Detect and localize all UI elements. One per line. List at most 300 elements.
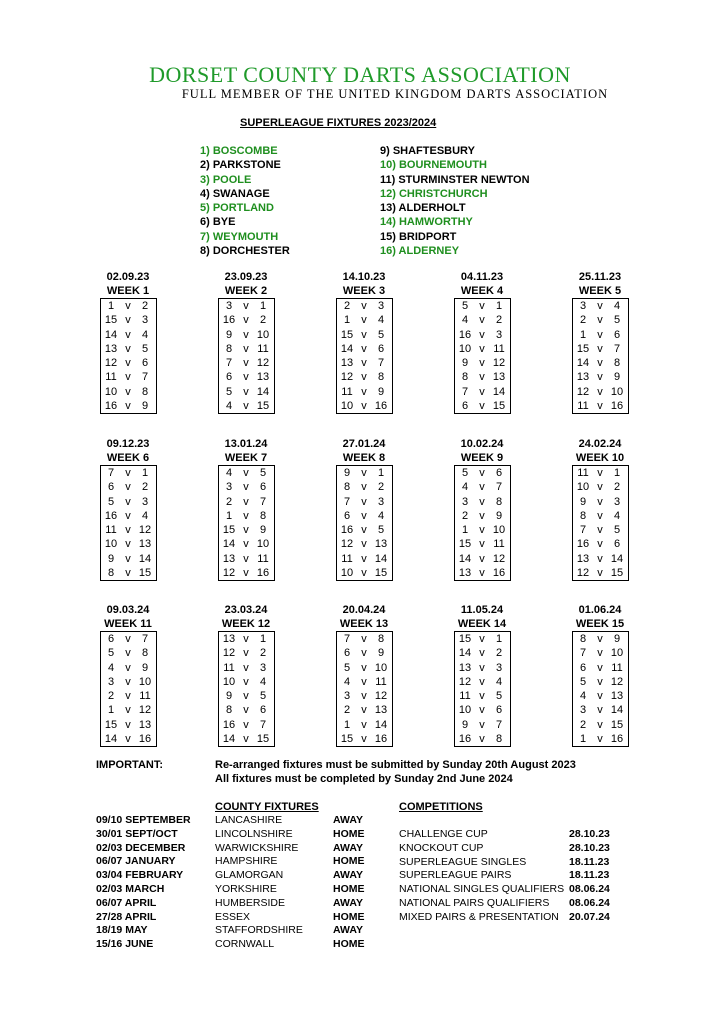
county-venue: AWAY [333,896,363,909]
versus-marker: v [479,342,485,355]
versus-marker: v [243,538,249,551]
versus-marker: v [479,524,485,537]
fixture-row [573,328,628,342]
versus-marker: v [479,567,485,580]
home-team-number: 9 [107,552,115,565]
fixture-row [573,718,628,732]
fixture-row [101,313,156,327]
county-venue: AWAY [333,869,363,882]
home-team-number: 12 [340,371,354,384]
away-team-number: 4 [495,675,503,688]
fixture-row [219,675,274,689]
county-fixture-date: 30/01 SEPT/OCT [96,827,178,840]
home-team-number: 4 [579,690,587,703]
away-team-number: 4 [377,509,385,522]
county-venue: HOME [333,910,365,923]
county-fixture-row [96,924,376,938]
versus-marker: v [597,733,603,746]
versus-marker: v [125,357,131,370]
fixture-row [337,399,392,413]
versus-marker: v [479,314,485,327]
away-team-number: 2 [495,314,503,327]
fixture-row [337,480,392,494]
away-team-number: 4 [613,300,621,312]
away-team-number: 12 [138,704,152,717]
versus-marker: v [361,357,367,370]
versus-marker: v [479,328,485,341]
week-label: WEEK 4 [460,285,504,297]
away-team-number: 10 [256,328,270,341]
home-team-number: 8 [343,481,351,494]
competition-name: KNOCKOUT CUP [399,841,484,854]
away-team-number: 1 [495,633,503,645]
away-team-number: 14 [610,704,624,717]
away-team-number: 4 [141,328,149,341]
home-team-number: 14 [576,357,590,370]
away-team-number: 3 [495,661,503,674]
home-team-number: 16 [104,400,118,413]
away-team-number: 1 [613,467,621,479]
versus-marker: v [361,481,367,494]
away-team-number: 8 [377,371,385,384]
away-team-number: 3 [377,495,385,508]
away-team-number: 6 [377,342,385,355]
fixture-row [573,537,628,551]
away-team-number: 16 [138,733,152,746]
county-fixture-date: 02/03 DECEMBER [96,841,186,854]
versus-marker: v [361,467,367,479]
away-team-number: 8 [495,733,503,746]
home-team-number: 1 [343,718,351,731]
versus-marker: v [125,690,131,703]
home-team-number: 16 [104,509,118,522]
away-team-number: 13 [138,538,152,551]
versus-marker: v [243,314,249,327]
home-team-number: 14 [222,733,236,746]
home-team-number: 5 [343,661,351,674]
home-team-number: 15 [340,328,354,341]
away-team-number: 11 [493,538,505,551]
home-team-number: 11 [577,400,589,413]
home-team-number: 9 [579,495,587,508]
home-team-number: 6 [225,371,233,384]
away-team-number: 1 [495,300,503,312]
home-team-number: 1 [107,300,115,312]
versus-marker: v [361,385,367,398]
versus-marker: v [125,704,131,717]
team-item: 1) BOSCOMBE [200,145,278,157]
fixture-row [455,299,510,313]
away-team-number: 10 [492,524,506,537]
away-team-number: 16 [610,400,624,413]
away-team-number: 14 [138,552,152,565]
away-team-number: 14 [256,385,270,398]
away-team-number: 9 [377,647,385,660]
county-fixture-date: 02/03 MARCH [96,882,165,895]
fixture-row [101,342,156,356]
fixture-box [218,631,275,747]
home-team-number: 4 [107,661,115,674]
home-team-number: 2 [343,704,351,717]
week-label: WEEK 12 [221,618,271,630]
away-team-number: 11 [611,661,623,674]
versus-marker: v [479,704,485,717]
versus-marker: v [361,675,367,688]
versus-marker: v [479,675,485,688]
home-team-number: 7 [343,495,351,508]
away-team-number: 13 [138,718,152,731]
away-team-number: 10 [610,647,624,660]
away-team-number: 10 [374,661,388,674]
versus-marker: v [597,495,603,508]
away-team-number: 2 [377,481,385,494]
away-team-number: 9 [141,400,149,413]
county-fixture-row [96,855,376,869]
away-team-number: 4 [259,675,267,688]
home-team-number: 11 [459,690,471,703]
versus-marker: v [479,690,485,703]
versus-marker: v [125,661,131,674]
away-team-number: 7 [495,718,503,731]
week-block [314,270,414,414]
fixture-box [218,465,275,581]
week-date: 11.05.24 [460,604,504,616]
home-team-number: 11 [105,371,117,384]
county-fixture-date: 06/07 JANUARY [96,855,176,868]
fixture-row [337,342,392,356]
competition-date: 08.06.24 [569,896,610,909]
fixture-row [455,523,510,537]
week-block [432,270,532,414]
versus-marker: v [125,495,131,508]
home-team-number: 1 [579,328,587,341]
fixture-row [455,566,510,580]
home-team-number: 16 [458,328,472,341]
competition-date: 18.11.23 [569,855,610,868]
home-team-number: 6 [579,661,587,674]
home-team-number: 2 [579,718,587,731]
important-line-2: All fixtures must be completed by Sunday 2nd June 2024 [215,773,513,785]
fixture-row [455,718,510,732]
fixture-row [219,370,274,384]
versus-marker: v [361,495,367,508]
county-fixture-row [96,897,376,911]
county-venue: AWAY [333,924,363,937]
fixture-row [455,399,510,413]
home-team-number: 3 [461,495,469,508]
away-team-number: 11 [493,342,505,355]
fixture-box [572,631,629,747]
competition-date: 28.10.23 [569,828,610,840]
fixture-row [573,675,628,689]
fixture-row [219,632,274,646]
versus-marker: v [597,538,603,551]
versus-marker: v [125,509,131,522]
home-team-number: 12 [576,567,590,580]
fixture-row [455,675,510,689]
away-team-number: 15 [610,567,624,580]
county-fixtures-heading: COUNTY FIXTURES [215,801,319,813]
away-team-number: 6 [495,704,503,717]
home-team-number: 11 [105,524,117,537]
fixture-row [101,661,156,675]
away-team-number: 14 [610,552,624,565]
fixture-row [337,732,392,746]
fixture-box [336,298,393,414]
team-item: 3) POOLE [200,173,252,186]
home-team-number: 8 [225,704,233,717]
week-label: WEEK 11 [104,618,152,630]
home-team-number: 2 [579,314,587,327]
county-fixture-date: 06/07 APRIL [96,896,157,909]
team-item: 4) SWANAGE [200,187,270,200]
competition-date: 28.10.23 [569,841,610,854]
versus-marker: v [361,314,367,327]
home-team-number: 5 [225,385,233,398]
fixture-box [100,465,157,581]
home-team-number: 3 [579,300,587,312]
away-team-number: 10 [138,675,152,688]
fixture-row [101,370,156,384]
versus-marker: v [479,357,485,370]
fixture-row [455,646,510,660]
away-team-number: 9 [613,633,621,645]
away-team-number: 3 [141,314,149,327]
fixture-row [219,466,274,480]
week-block [196,603,296,747]
competition-row [399,869,614,883]
home-team-number: 7 [579,647,587,660]
home-team-number: 4 [225,467,233,479]
away-team-number: 15 [610,718,624,731]
versus-marker: v [125,647,131,660]
week-label: WEEK 6 [106,452,150,464]
versus-marker: v [125,481,131,494]
home-team-number: 5 [461,300,469,312]
fixture-row [455,370,510,384]
week-block [78,603,178,747]
fixture-row [455,480,510,494]
county-fixture-row [96,842,376,856]
fixture-box [336,631,393,747]
home-team-number: 9 [225,690,233,703]
fixture-row [337,466,392,480]
fixture-box [454,465,511,581]
home-team-number: 11 [223,661,235,674]
away-team-number: 16 [256,567,270,580]
home-team-number: 13 [222,552,236,565]
county-fixture-date: 18/19 MAY [96,924,148,937]
home-team-number: 6 [343,647,351,660]
week-block [196,437,296,581]
away-team-number: 14 [374,552,388,565]
home-team-number: 3 [225,481,233,494]
home-team-number: 8 [225,342,233,355]
versus-marker: v [479,481,485,494]
away-team-number: 16 [374,400,388,413]
home-team-number: 6 [343,509,351,522]
versus-marker: v [243,524,249,537]
versus-marker: v [479,467,485,479]
versus-marker: v [243,690,249,703]
versus-marker: v [125,718,131,731]
versus-marker: v [125,385,131,398]
week-label: WEEK 2 [224,285,268,297]
fixture-row [101,718,156,732]
versus-marker: v [479,538,485,551]
fixture-row [101,466,156,480]
fixture-row [219,399,274,413]
fixture-row [573,509,628,523]
week-block [314,437,414,581]
home-team-number: 11 [341,385,353,398]
team-item: 16) ALDERNEY [380,245,460,258]
home-team-number: 9 [461,718,469,731]
fixture-row [573,313,628,327]
week-label: WEEK 10 [575,452,625,464]
fixture-row [219,356,274,370]
versus-marker: v [597,675,603,688]
fixture-row [337,370,392,384]
home-team-number: 15 [340,733,354,746]
week-date: 25.11.23 [578,271,622,283]
fixture-row [573,703,628,717]
competitions-heading: COMPETITIONS [399,801,483,813]
away-team-number: 8 [377,633,385,645]
versus-marker: v [243,704,249,717]
away-team-number: 6 [259,704,267,717]
home-team-number: 13 [576,552,590,565]
home-team-number: 8 [107,567,115,580]
home-team-number: 2 [461,509,469,522]
week-date: 01.06.24 [578,604,622,616]
versus-marker: v [243,481,249,494]
county-fixture-date: 27/28 APRIL [96,910,157,923]
away-team-number: 7 [141,633,149,645]
fixture-row [219,299,274,313]
week-block [78,270,178,414]
versus-marker: v [243,371,249,384]
fixture-row [219,732,274,746]
fixture-row [101,632,156,646]
versus-marker: v [597,328,603,341]
versus-marker: v [125,342,131,355]
versus-marker: v [361,690,367,703]
fixture-row [573,385,628,399]
home-team-number: 9 [461,357,469,370]
team-item: 5) PORTLAND [200,202,274,215]
team-item: 7) WEYMOUTH [200,230,279,243]
away-team-number: 12 [492,357,506,370]
fixture-row [337,661,392,675]
fixture-row [219,718,274,732]
versus-marker: v [243,328,249,341]
county-opponent: HUMBERSIDE [215,896,286,909]
fixture-row [455,552,510,566]
fixture-row [101,328,156,342]
fixture-row [337,675,392,689]
week-block [78,437,178,581]
home-team-number: 14 [458,552,472,565]
versus-marker: v [597,357,603,370]
county-fixture-row [96,938,376,952]
fixture-row [101,689,156,703]
home-team-number: 16 [222,314,236,327]
fixture-row [219,509,274,523]
away-team-number: 11 [375,675,387,688]
fixture-row [573,552,628,566]
versus-marker: v [479,371,485,384]
fixture-row [101,385,156,399]
versus-marker: v [125,328,131,341]
home-team-number: 12 [222,647,236,660]
week-block [550,437,650,581]
fixture-row [455,632,510,646]
team-item: 10) BOURNEMOUTH [380,159,487,172]
fixture-row [337,385,392,399]
versus-marker: v [125,567,131,580]
versus-marker: v [361,661,367,674]
versus-marker: v [243,647,249,660]
team-list-right [380,144,530,258]
away-team-number: 4 [613,509,621,522]
week-label: WEEK 7 [224,452,268,464]
versus-marker: v [243,467,249,479]
away-team-number: 15 [256,733,270,746]
home-team-number: 2 [107,690,115,703]
versus-marker: v [361,328,367,341]
week-date: 24.02.24 [578,438,622,450]
away-team-number: 7 [259,495,267,508]
fixture-row [337,495,392,509]
fixture-row [573,732,628,746]
fixture-row [101,523,156,537]
week-date: 23.03.24 [224,604,268,616]
competition-name: NATIONAL SINGLES QUALIFIERS [399,883,565,896]
versus-marker: v [597,342,603,355]
competition-row [399,883,614,897]
week-date: 27.01.24 [342,438,386,450]
away-team-number: 15 [374,567,388,580]
fixture-row [337,509,392,523]
away-team-number: 11 [139,690,151,703]
home-team-number: 16 [340,524,354,537]
home-team-number: 10 [104,538,118,551]
away-team-number: 3 [259,661,267,674]
away-team-number: 2 [613,481,621,494]
away-team-number: 8 [613,357,621,370]
fixture-row [101,552,156,566]
home-team-number: 15 [104,314,118,327]
home-team-number: 14 [222,538,236,551]
away-team-number: 16 [374,733,388,746]
fixture-row [573,299,628,313]
versus-marker: v [361,552,367,565]
fixture-row [337,718,392,732]
fixture-box [100,298,157,414]
fixture-row [101,566,156,580]
fixture-row [573,523,628,537]
away-team-number: 8 [141,647,149,660]
county-opponent: ESSEX [215,910,251,923]
fixture-row [219,661,274,675]
away-team-number: 13 [374,538,388,551]
home-team-number: 14 [104,733,118,746]
county-venue: AWAY [333,814,363,826]
away-team-number: 12 [374,690,388,703]
versus-marker: v [479,495,485,508]
fixture-row [101,299,156,313]
